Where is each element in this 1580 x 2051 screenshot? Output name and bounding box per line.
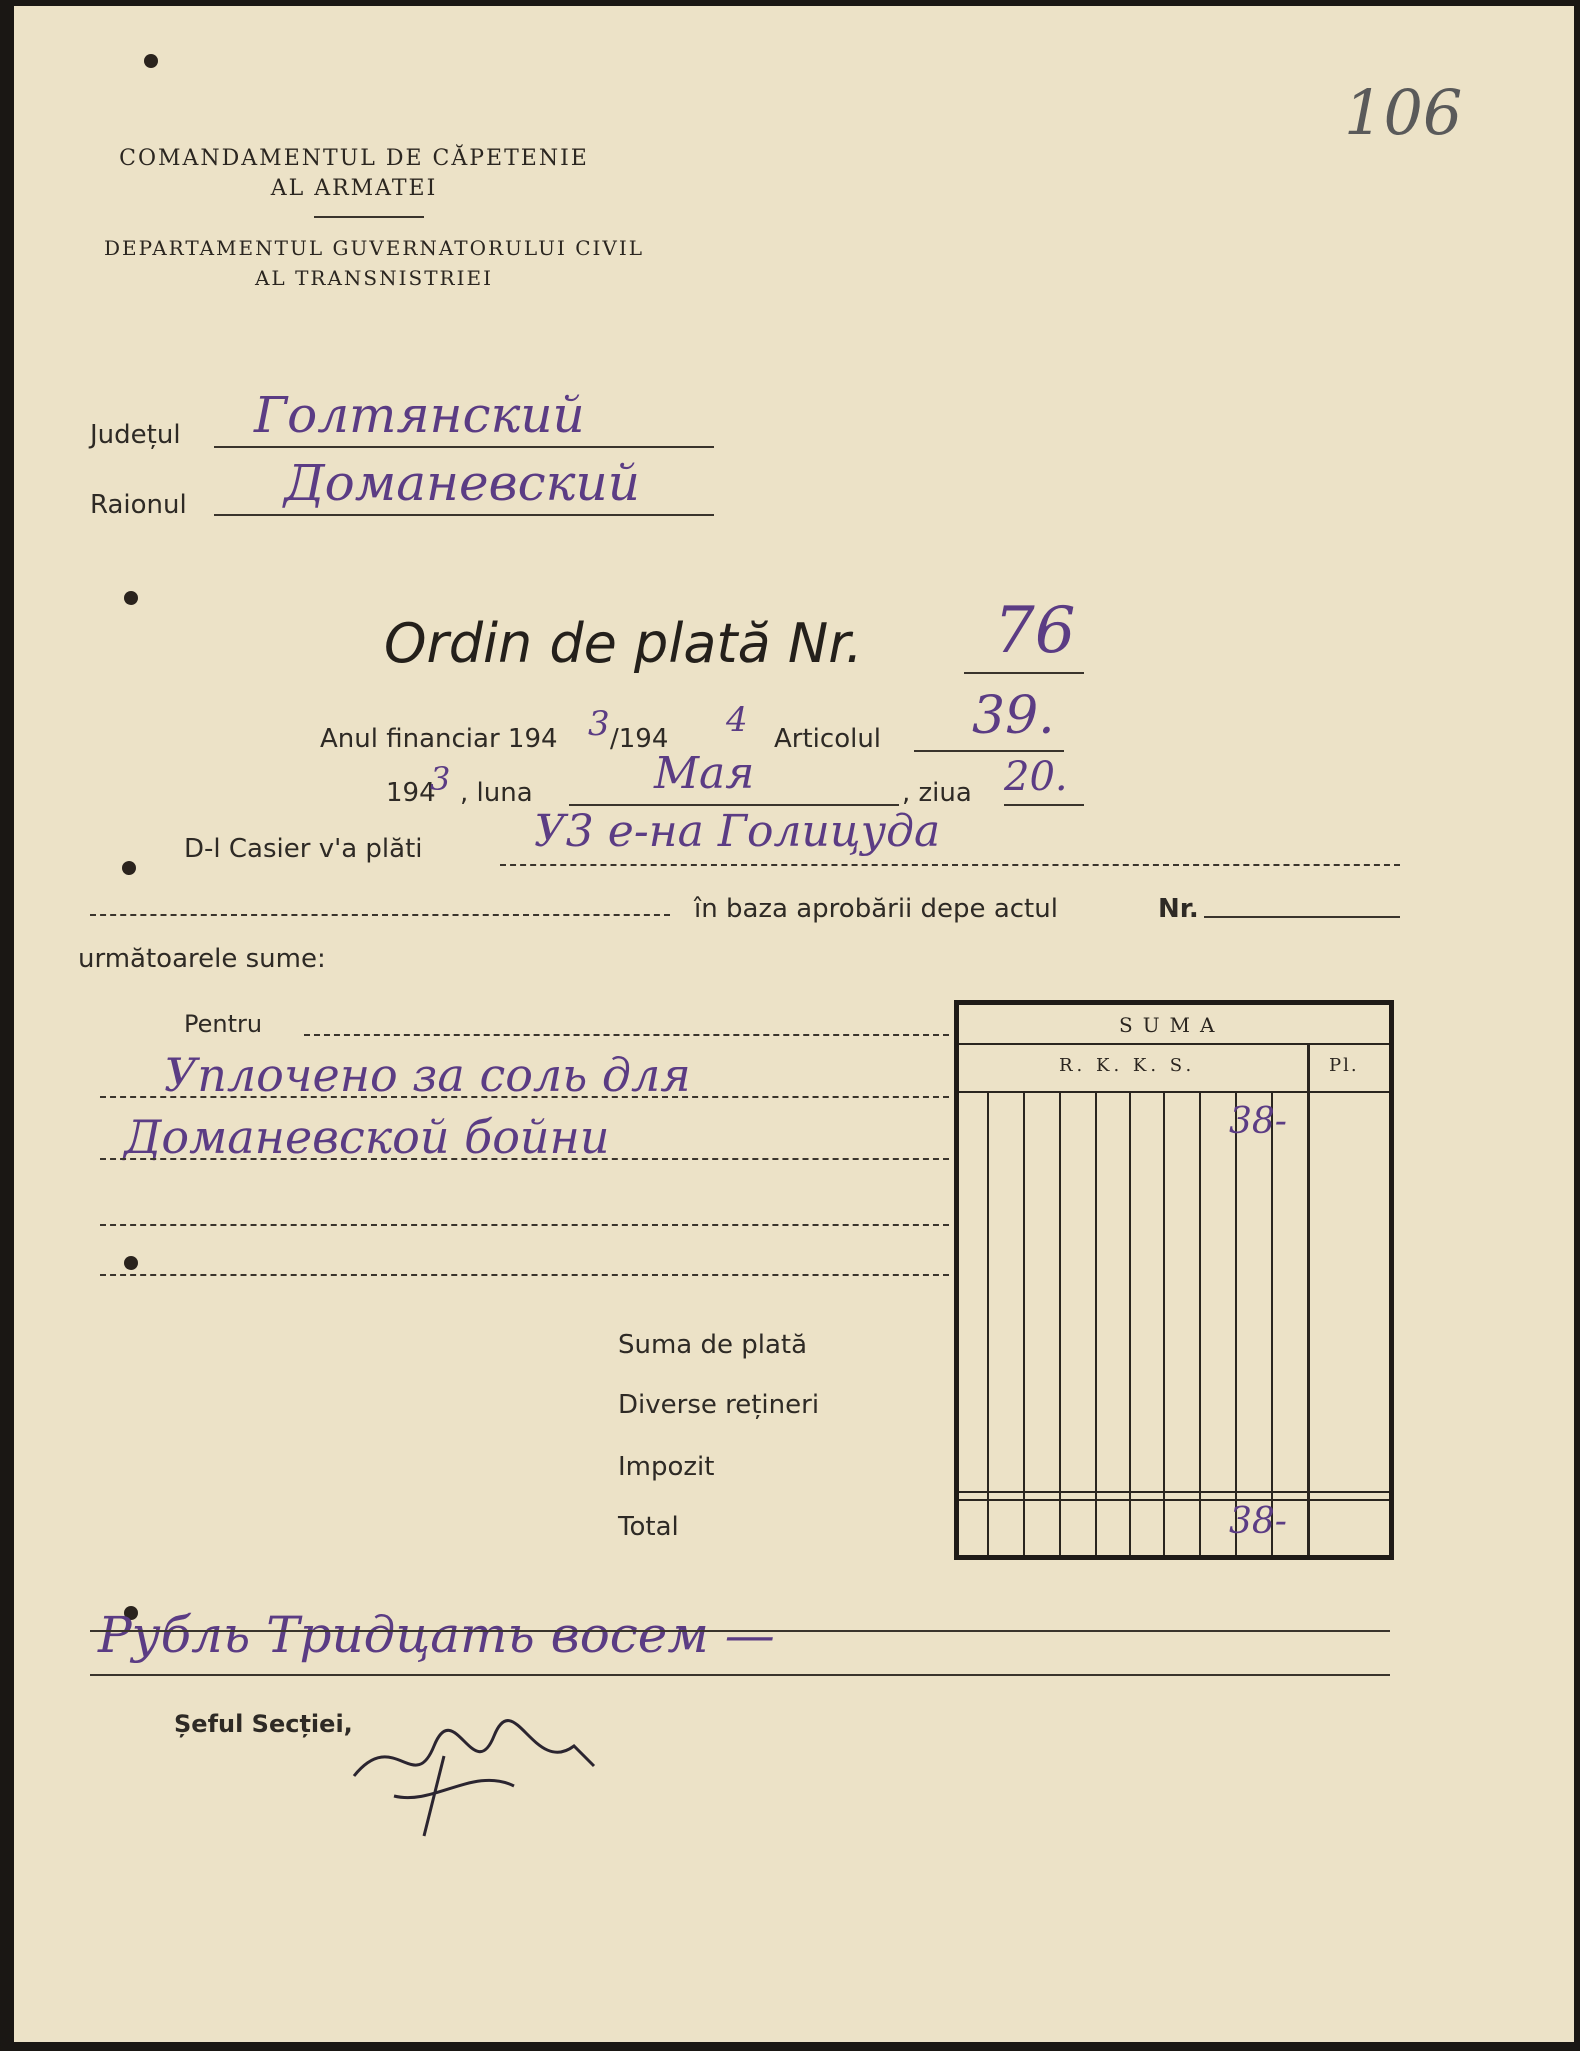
luna-label: , luna <box>460 778 533 808</box>
raionul-line <box>214 514 714 516</box>
punch-hole <box>124 1256 138 1270</box>
anul-year-a: 3 <box>588 704 610 744</box>
header-line-4: AL TRANSNISTRIEI <box>254 266 494 290</box>
suma-entry-value: 38- <box>1229 1101 1287 1142</box>
title-number-line <box>964 672 1084 674</box>
casier-value: У3 е-на Голицуда <box>534 806 941 857</box>
amount-in-words: Рубль Тридцать восем — <box>98 1606 775 1664</box>
raionul-label: Raionul <box>90 490 187 520</box>
pentru-text-1: Уплочено за соль для <box>164 1048 691 1102</box>
pentru-line-4 <box>100 1274 949 1276</box>
punch-hole <box>144 54 158 68</box>
judetul-line <box>214 446 714 448</box>
sef-label: Șeful Secției, <box>174 1710 353 1738</box>
order-number: 76 <box>994 594 1076 668</box>
pentru-label: Pentru <box>184 1010 263 1038</box>
articolul-line <box>914 750 1064 752</box>
total-divider <box>959 1491 1389 1493</box>
grid-column <box>1129 1093 1131 1555</box>
aprobare-blank-line <box>90 914 670 916</box>
anul-label: Anul financiar 194 <box>320 724 558 754</box>
articolul-label: Articolul <box>774 724 882 754</box>
impozit-label: Impozit <box>618 1452 715 1482</box>
date-year-prefix: 194 <box>386 778 436 808</box>
total-divider <box>959 1499 1389 1501</box>
amount-line-1 <box>90 1630 1390 1632</box>
grid-column <box>1199 1093 1201 1555</box>
casier-label: D-l Casier v'a plăti <box>184 834 423 864</box>
suma-table <box>954 1000 1394 1560</box>
diverse-retineri-label: Diverse rețineri <box>618 1390 820 1420</box>
header-line-3: DEPARTAMENTUL GUVERNATORULUI CIVIL <box>103 236 645 260</box>
aprobare-nr-label: Nr. <box>1158 894 1199 924</box>
grid-column <box>1163 1093 1165 1555</box>
grid-column <box>1095 1093 1097 1555</box>
pentru-text-2: Доманевской бойни <box>124 1110 610 1164</box>
header-divider <box>314 216 424 218</box>
document-title: Ordin de plată Nr. <box>384 612 863 675</box>
judetul-label: Județul <box>90 420 181 450</box>
page-number: 106 <box>1344 76 1463 149</box>
pl-header: Pl. <box>1329 1055 1359 1076</box>
anul-separator: /194 <box>610 724 669 754</box>
header-line-2: AL ARMATEI <box>270 176 438 201</box>
ziua-line <box>1004 804 1084 806</box>
ziua-value: 20. <box>1004 754 1068 800</box>
urmatoarele-label: următoarele sume: <box>78 944 326 974</box>
aprobare-nr-line <box>1204 916 1400 918</box>
grid-column <box>1235 1093 1237 1555</box>
punch-hole <box>122 861 136 875</box>
pentru-line-2 <box>100 1158 949 1160</box>
raionul-value: Доманевский <box>284 454 640 512</box>
pentru-line-3 <box>100 1224 949 1226</box>
suma-header-divider <box>959 1043 1389 1045</box>
amount-line-2 <box>90 1674 1390 1676</box>
rkks-header: R. K. K. S. <box>1059 1055 1196 1076</box>
luna-value: Мая <box>654 748 755 799</box>
grid-column <box>987 1093 989 1555</box>
grid-column <box>1059 1093 1061 1555</box>
header-line-1: COMANDAMENTUL DE CĂPETENIE <box>119 146 589 171</box>
articolul-value: 39. <box>972 686 1055 746</box>
judetul-value: Голтянский <box>254 386 585 444</box>
suma-header: SUMA <box>1119 1013 1225 1037</box>
date-year-digit: 3 <box>430 760 451 798</box>
ziua-label: , ziua <box>902 778 972 808</box>
document-page <box>14 6 1574 2042</box>
grid-column <box>1023 1093 1025 1555</box>
grid-column <box>1271 1093 1273 1555</box>
casier-line <box>500 864 1400 866</box>
pl-divider <box>1307 1045 1310 1555</box>
pentru-line-1 <box>100 1096 949 1098</box>
suma-total-value: 38- <box>1229 1501 1287 1542</box>
suma-de-plata-label: Suma de plată <box>618 1330 808 1360</box>
signature <box>334 1706 634 1846</box>
anul-year-b: 4 <box>726 700 748 740</box>
pentru-line-0 <box>304 1034 949 1036</box>
punch-hole <box>124 591 138 605</box>
total-label: Total <box>618 1512 679 1542</box>
aprobare-label: în baza aprobării depe actul <box>694 894 1058 924</box>
